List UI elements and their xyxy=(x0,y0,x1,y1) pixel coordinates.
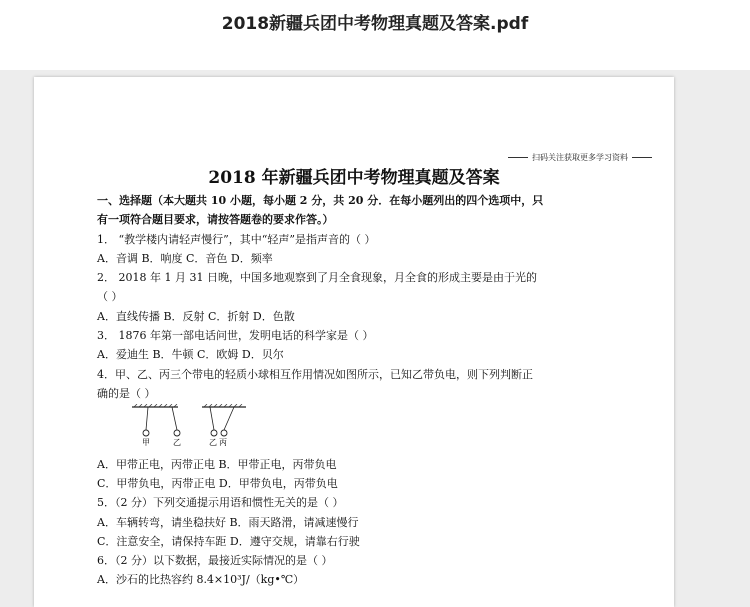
label-yi-1: 乙 xyxy=(173,438,181,446)
banner xyxy=(504,152,656,163)
ball-jia xyxy=(143,430,149,436)
file-title: 2018新疆兵团中考物理真题及答案.pdf xyxy=(221,14,529,34)
thread-jia xyxy=(146,407,148,430)
question-3: 3． 1876 年第一部电话问世，发明电话的科学家是（ ） xyxy=(97,329,374,342)
question-4: 4．甲、乙、丙三个带电的轻质小球相互作用情况如图所示，已知乙带负电，则下列判断正 xyxy=(97,368,533,381)
thread-bing xyxy=(224,407,234,430)
question-2-options: A．直线传播 B．反射 C．折射 D．色散 xyxy=(97,310,295,323)
label-bing: 丙 xyxy=(219,438,227,446)
question-6: 6．（2 分）以下数据，最接近实际情况的是（ ） xyxy=(97,554,333,567)
question-4-cont: 确的是（ ） xyxy=(97,387,156,400)
viewer-toolbar xyxy=(0,0,750,70)
section-heading-line-1: 一、选择题（本大题共 10 小题，每小题 2 分，共 20 分．在每小题列出的四个选项中，只 xyxy=(97,194,544,207)
charged-balls-figure xyxy=(130,404,250,446)
question-1: 1． “教学楼内请轻声慢行”，其中“轻声”是指声音的（ ） xyxy=(97,233,376,246)
banner-rule-left xyxy=(508,157,528,158)
thread-yi-2 xyxy=(210,407,214,430)
thread-yi-1 xyxy=(172,407,177,430)
section-heading-line-2: 有一项符合题目要求，请按答题卷的要求作答。） xyxy=(97,213,334,226)
question-4-options-ab: A．甲带正电，丙带正电 B．甲带正电，丙带负电 xyxy=(97,458,337,471)
banner-rule-right xyxy=(632,157,652,158)
question-6-option-a: A．沙石的比热容约 8.4×10³J/（kg•℃） xyxy=(97,573,305,586)
question-5: 5．（2 分）下列交通提示用语和惯性无关的是（ ） xyxy=(97,496,344,509)
question-5-options-ab: A．车辆转弯，请坐稳扶好 B．雨天路滑，请减速慢行 xyxy=(97,516,359,529)
document-title: 2018 年新疆兵团中考物理真题及答案 xyxy=(208,168,500,188)
ball-yi-1 xyxy=(174,430,180,436)
question-4-options-cd: C．甲带负电，丙带正电 D．甲带负电，丙带负电 xyxy=(97,477,338,490)
question-2-cont: （ ） xyxy=(97,290,123,303)
label-yi-2: 乙 xyxy=(209,438,217,446)
label-jia: 甲 xyxy=(142,438,150,446)
ball-bing xyxy=(221,430,227,436)
question-1-options: A．音调 B．响度 C．音色 D．频率 xyxy=(97,252,273,265)
question-3-options: A．爱迪生 B．牛顿 C．欧姆 D．贝尔 xyxy=(97,348,284,361)
ball-yi-2 xyxy=(211,430,217,436)
question-5-options-cd: C．注意安全，请保持车距 D．遵守交规，请靠右行驶 xyxy=(97,535,360,548)
question-2: 2． 2018 年 1 月 31 日晚，中国多地观察到了月全食现象，月全食的形成主要是由于光的 xyxy=(97,271,537,284)
banner-text: 扫码关注获取更多学习资料 xyxy=(532,153,628,162)
